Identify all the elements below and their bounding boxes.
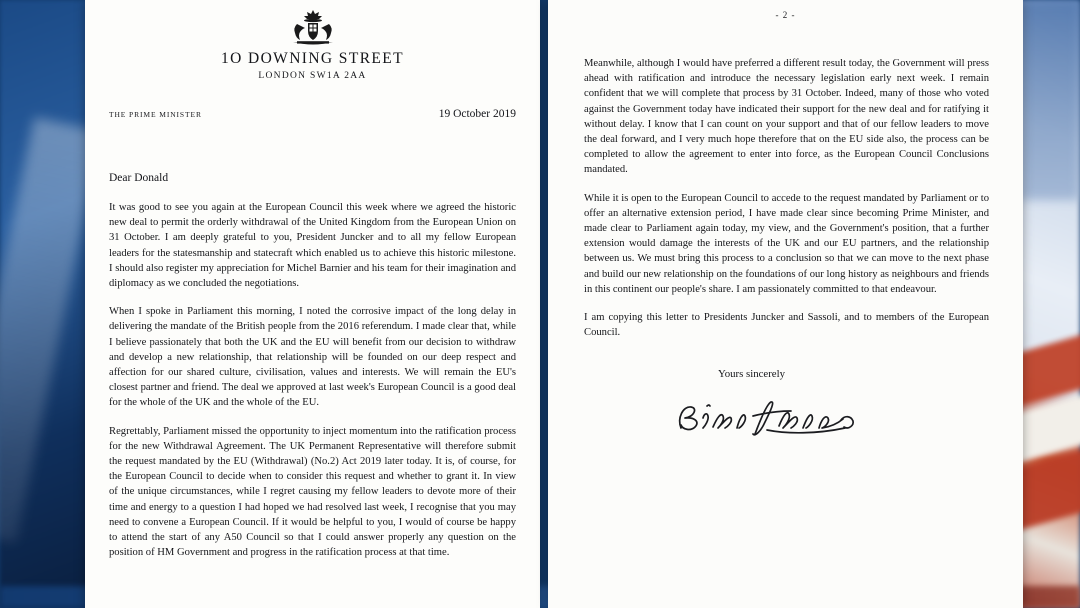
paragraph: When I spoke in Parliament this morning, I noted the corrosive impact of the long delay in delivering the mandate of the British people from the 2016 referendum. I made clear that, while I believe passionately that both the UK and the EU will benefit from our decision to withdraw and develop a new relationship, that relationship will be founded on our deep respect and affection for our shared culture, civilisation, values and interests. We will remain the EU's closest partner and friend. The deal we approved at last week's European Council is a good deal for the whole of the UK and the whole of the EU. [109, 306, 516, 409]
letter-meta-row [85, 108, 540, 120]
paragraph: Meanwhile, although I would have preferred a different result today, the Government will press ahead with ratification and introduce the necessary legislation early next week. I remain confident that we will complete that process by 31 October. Indeed, many of those who voted against the Government today have indicated their support for the new deal and for ratifying it without delay. I know that I can count on your support and that of our fellow leaders to move the deal forward, and I very much hope therefore that on the EU side also, the process can be completed to allow the agreement to enter into force, as the European Council Conclusions mandated. [584, 58, 989, 176]
royal-crest-icon [85, 0, 540, 48]
letterhead [85, 50, 540, 81]
paragraph: It was good to see you again at the European Council this week where we agreed the historic new deal to permit the orderly withdrawal of the United Kingdom from the European Union on 31 October. I am deeply grateful to you, President Juncker and to all my fellow European leaders for the statesmanship and statecraft which enabled us to achieve this historic milestone. I should also register my appreciation for Michel Barnier and his team for their imagination and diplomacy as we concluded the negotiations. [109, 202, 516, 290]
letter-body-page-1 [85, 200, 540, 560]
letter-date: 19 October 2019 [438, 108, 516, 120]
handwritten-signature-icon [584, 394, 989, 447]
letter-page-2 [548, 0, 1023, 608]
letter-page-1 [85, 0, 540, 608]
letter-body-page-2 [548, 56, 1023, 447]
letter-closing: Yours sincerely [718, 368, 785, 381]
page-number: - 2 - [775, 10, 796, 20]
letterhead-address-line-1: 1O DOWNING STREET [220, 50, 405, 67]
sender-role: THE PRIME MINISTER [109, 110, 202, 119]
paragraph: I am copying this letter to Presidents Juncker and Sassoli, and to members of the European Council. [584, 312, 989, 339]
letter-salutation: Dear Donald [109, 172, 169, 184]
paragraph: While it is open to the European Council to accede to the request mandated by Parliament or to offer an alternative extension period, I have made clear since becoming Prime Minister, and made clear to Parliament again today, my view, and the Government's position, that a further extension would damage the interests of the UK and our EU partners, and the relationship between us. We must bring this process to a conclusion so that we can move to the next phase and build our new relationship on the foundations of our long history as neighbours and friends in this continent our people's share. I am passionately committed to that endeavour. [584, 192, 989, 295]
background-flag-right-blue [1020, 0, 1080, 200]
letterhead-address-line-2: LONDON SW1A 2AA [258, 71, 367, 81]
paragraph: Regrettably, Parliament missed the opportunity to inject momentum into the ratification process for the new Withdrawal Agreement. The UK Permanent Representative will therefore submit the request mandated by the EU (Withdrawal) (No.2) Act 2019 later today. It is, of course, for the European Council to decide when to consider this request and whether to grant it. In view of the unique circumstances, while I regret causing my fellow leaders to devote more of their time and energy to a question I had hoped we had resolved last week, I recognise that you may need to convene a European Council. If it would be helpful to you, I would of course be happy to attend the start of any A50 Council so that I could answer properly any question on the position of HM Government and progress in the ratification process at that time. [109, 425, 516, 559]
